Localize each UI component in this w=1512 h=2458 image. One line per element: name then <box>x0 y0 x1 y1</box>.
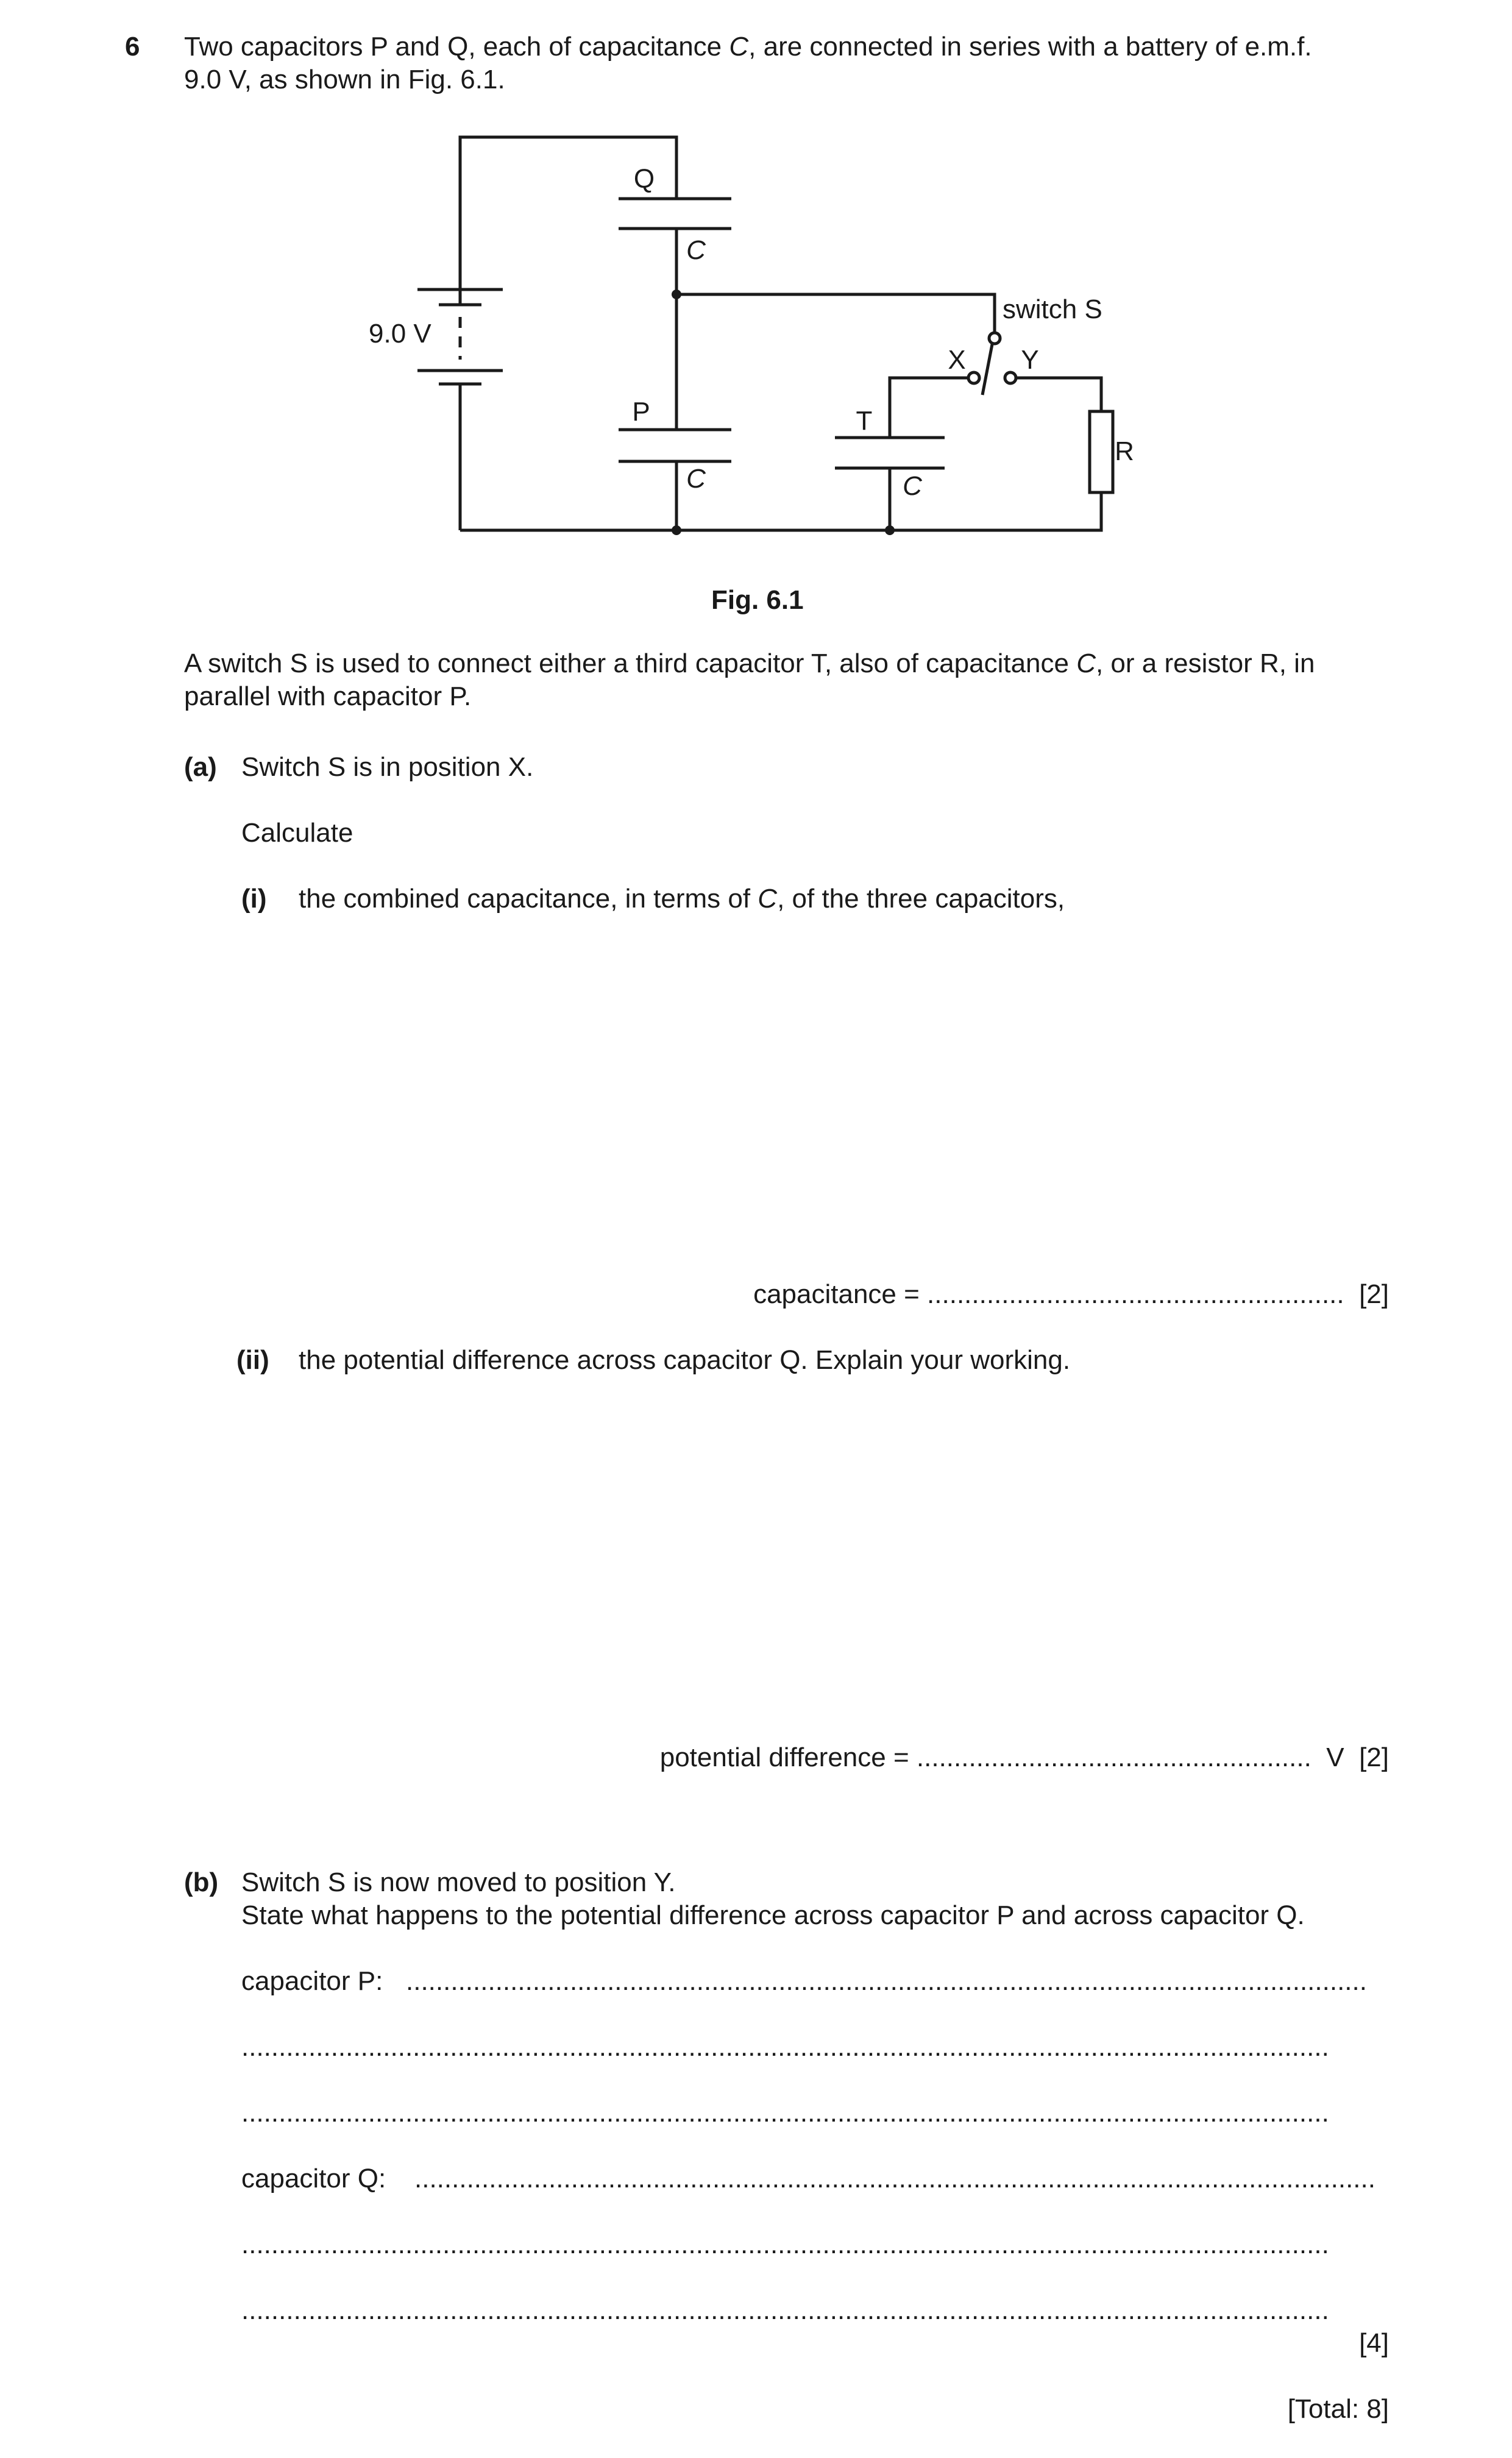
wire-x-to-t <box>890 378 974 438</box>
label-t: T <box>856 406 873 436</box>
part-a-i-text-a: the combined capacitance, in terms of <box>299 884 758 914</box>
part-b-line-1: Switch S is now moved to position Y. <box>241 1867 676 1897</box>
part-a-calculate: Calculate <box>241 818 353 848</box>
para-symbol-c: C <box>1076 648 1096 678</box>
pd-answer-line <box>660 1741 1389 1774</box>
label-c-t: C <box>903 471 922 501</box>
intro-symbol-c: C <box>729 32 749 62</box>
label-x: X <box>948 345 966 375</box>
label-y: Y <box>1021 345 1039 375</box>
question-number: 6 <box>125 32 140 62</box>
wire-top <box>460 137 676 289</box>
part-a-i-text <box>299 883 1065 915</box>
label-battery: 9.0 V <box>369 319 431 349</box>
intro-text-a: Two capacitors P and Q, each of capacitance <box>184 32 729 62</box>
para-text-b: , or a resistor R, in <box>1095 648 1315 678</box>
para-line-2: parallel with capacitor P. <box>184 681 472 711</box>
capacitor-q-answer-line-1[interactable]: ................................................................................................................................. <box>414 2164 1375 2193</box>
label-c-p: C <box>686 464 706 494</box>
capacitor-q-answer-line-3[interactable]: .................................................................................................................................................. <box>241 2295 1329 2325</box>
para-line-1 <box>184 647 1315 680</box>
part-b-marks: [4] <box>1359 2328 1389 2358</box>
wire-to-switch <box>676 294 995 338</box>
capacitance-answer-field[interactable]: ........................................................ <box>927 1279 1344 1309</box>
switch-lever <box>982 344 992 395</box>
resistor-r <box>1090 411 1113 492</box>
switch-contact-y <box>1005 372 1016 383</box>
capacitance-answer-line <box>753 1278 1389 1311</box>
pd-unit: V <box>1326 1742 1344 1772</box>
capacitance-label: capacitance = <box>753 1279 928 1309</box>
part-a-ii-marks: [2] <box>1359 1742 1389 1772</box>
total-marks: [Total: 8] <box>1287 2394 1389 2424</box>
capacitor-p-label: capacitor P: <box>241 1966 383 1996</box>
part-b-line-2: State what happens to the potential difference across capacitor P and across capacitor Q. <box>241 1900 1305 1930</box>
switch-pivot <box>989 333 1000 344</box>
part-a-i-text-b: , of the three capacitors, <box>777 884 1065 914</box>
figure-caption: Fig. 6.1 <box>711 585 804 615</box>
intro-line-2: 9.0 V, as shown in Fig. 6.1. <box>184 65 505 94</box>
junction-dot-bottom-t <box>885 525 895 535</box>
pd-answer-field[interactable]: ..................................................... <box>916 1742 1311 1772</box>
label-p: P <box>632 397 650 427</box>
capacitor-p-answer-line-2[interactable]: .................................................................................................................................................. <box>241 2032 1329 2062</box>
capacitor-p-answer-line-3[interactable]: .................................................................................................................................................. <box>241 2098 1329 2128</box>
capacitor-q-label: capacitor Q: <box>241 2164 386 2193</box>
label-c-q: C <box>686 235 706 265</box>
junction-dot-bottom-p <box>672 525 681 535</box>
part-a-label: (a) <box>184 752 217 782</box>
junction-dot-top <box>672 289 681 299</box>
wire-y-to-r <box>1017 378 1101 411</box>
intro-text-b: , are connected in series with a battery of e.m.f. <box>748 32 1312 62</box>
label-r: R <box>1115 436 1134 466</box>
capacitor-q-answer-line-2[interactable]: .................................................................................................................................................. <box>241 2229 1329 2259</box>
part-a-i-symbol-c: C <box>758 884 778 914</box>
switch-contact-x <box>968 372 979 383</box>
wire-bottom <box>460 492 1101 530</box>
part-a-i-label: (i) <box>241 884 267 914</box>
circuit-diagram <box>0 0 1512 609</box>
part-a-ii-text: the potential difference across capacitor Q. Explain your working. <box>299 1345 1071 1375</box>
part-a-ii-label: (ii) <box>236 1345 269 1375</box>
pd-label: potential difference = <box>659 1742 917 1772</box>
label-switch: switch S <box>1003 294 1102 324</box>
label-q: Q <box>633 164 655 194</box>
para-text-a: A switch S is used to connect either a third capacitor T, also of capacitance <box>184 648 1077 678</box>
part-a-i-marks: [2] <box>1359 1279 1389 1309</box>
part-b-label: (b) <box>184 1867 219 1897</box>
part-a-text: Switch S is in position X. <box>241 752 534 782</box>
capacitor-p-answer-line-1[interactable]: ................................................................................................................................. <box>406 1966 1367 1996</box>
